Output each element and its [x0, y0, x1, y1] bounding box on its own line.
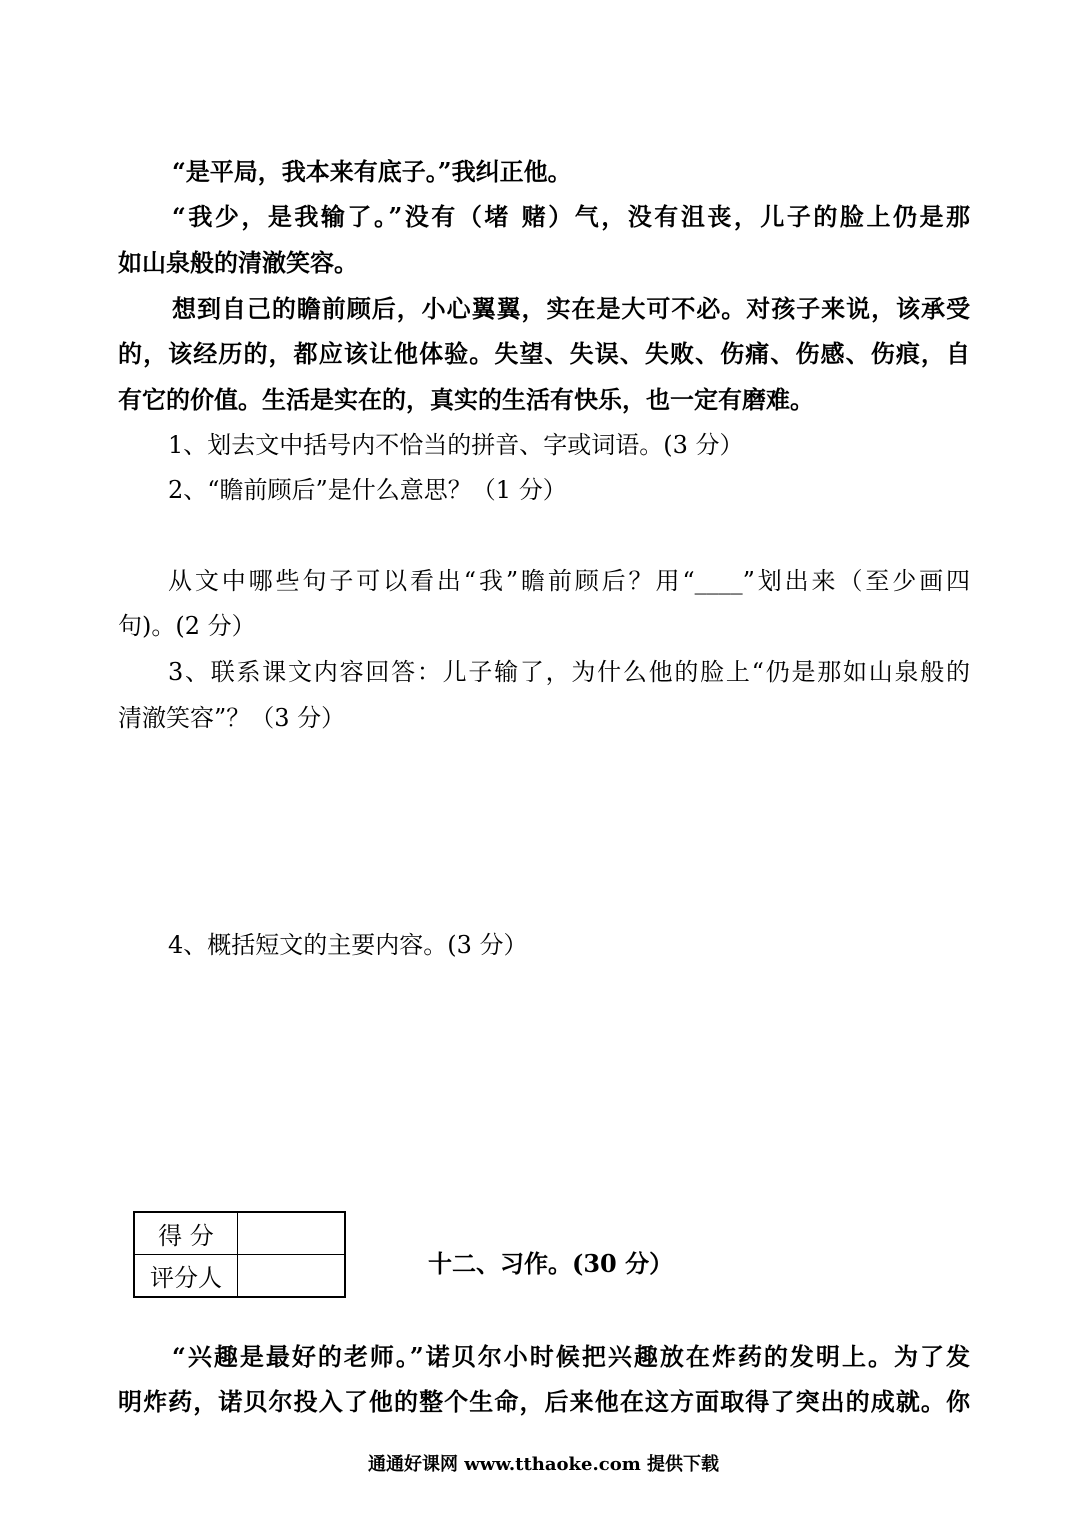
essay-line: “兴趣是最好的老师。”诺贝尔小时候把兴趣放在炸药的发明上。为了发: [172, 1342, 970, 1371]
grader-label: 评分人: [134, 1255, 238, 1298]
question-2b-cont: 句)。(2 分）: [118, 612, 256, 640]
question-2: 2、“瞻前顾后”是什么意思？（1 分）: [168, 476, 567, 504]
paragraph-line: “是平局，我本来有底子。”我纠正他。: [172, 157, 572, 186]
score-cell: [238, 1212, 346, 1255]
grader-cell: [238, 1255, 346, 1298]
question-3: 3、联系课文内容回答：儿子输了，为什么他的脸上“仍是那如山泉般的: [168, 658, 970, 686]
paragraph-line: 想到自己的瞻前顾后，小心翼翼，实在是大可不必。对孩子来说，该承受: [172, 294, 970, 323]
paragraph-line: 有它的价值。生活是实在的，真实的生活有快乐，也一定有磨难。: [118, 385, 814, 414]
question-3-cont: 清澈笑容”？（3 分）: [118, 704, 346, 732]
paragraph-line: “我少，是我输了。”没有（堵 赌）气，没有沮丧，儿子的脸上仍是那: [172, 202, 970, 231]
page-footer: 通通好课网 www.tthaoke.com 提供下载: [367, 1454, 720, 1475]
question-2b: 从文中哪些句子可以看出“我”瞻前顾后？用“____”划出来（至少画四: [168, 567, 970, 595]
paragraph-line: 如山泉般的清澈笑容。: [118, 248, 358, 277]
section-title: 十二、习作。(30 分）: [428, 1249, 674, 1278]
question-1: 1、划去文中括号内不恰当的拼音、字或词语。(3 分）: [168, 431, 744, 459]
score-label: 得 分: [134, 1212, 238, 1255]
question-4: 4、概括短文的主要内容。(3 分）: [168, 931, 528, 959]
paragraph-line: 的，该经历的，都应该让他体验。失望、失误、失败、伤痛、伤感、伤痕，自: [118, 339, 970, 368]
score-box: [133, 1211, 346, 1298]
essay-line: 明炸药，诺贝尔投入了他的整个生命，后来他在这方面取得了突出的成就。你: [118, 1387, 970, 1416]
